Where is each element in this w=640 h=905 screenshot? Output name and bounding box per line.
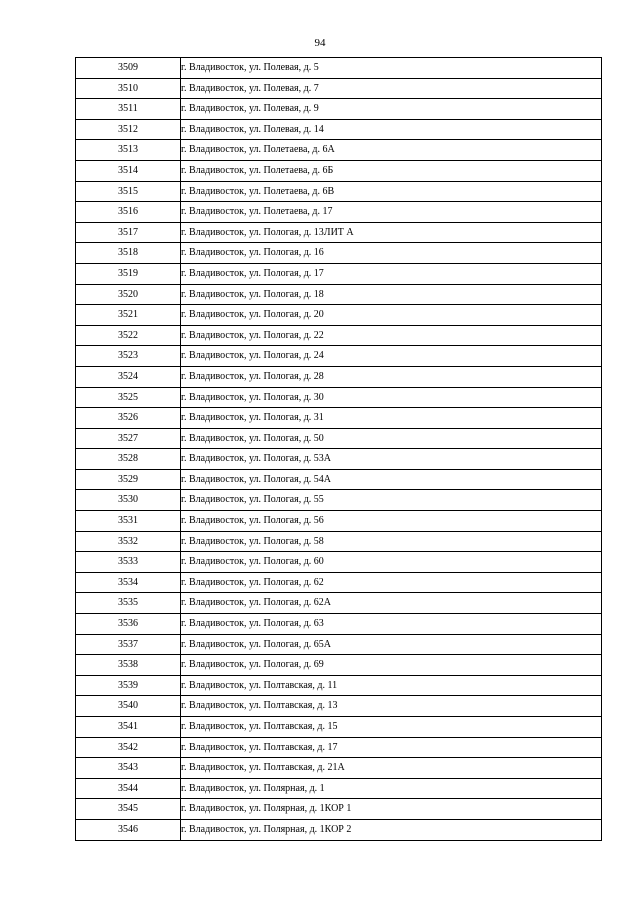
address-cell: г. Владивосток, ул. Полевая, д. 7	[181, 78, 602, 99]
row-number-cell: 3521	[76, 305, 181, 326]
table-row	[76, 387, 602, 408]
address-cell: г. Владивосток, ул. Полетаева, д. 6Б	[181, 160, 602, 181]
table-row	[76, 284, 602, 305]
address-cell: г. Владивосток, ул. Пологая, д. 50	[181, 428, 602, 449]
row-number-cell: 3546	[76, 819, 181, 840]
address-cell: г. Владивосток, ул. Полтавская, д. 21А	[181, 758, 602, 779]
row-number-cell: 3529	[76, 469, 181, 490]
table-row	[76, 675, 602, 696]
address-cell: г. Владивосток, ул. Пологая, д. 18	[181, 284, 602, 305]
address-cell: г. Владивосток, ул. Полевая, д. 5	[181, 58, 602, 79]
row-number-cell: 3519	[76, 263, 181, 284]
row-number-cell: 3545	[76, 799, 181, 820]
address-cell: г. Владивосток, ул. Пологая, д. 55	[181, 490, 602, 511]
row-number-cell: 3522	[76, 325, 181, 346]
row-number-cell: 3543	[76, 758, 181, 779]
table-row	[76, 634, 602, 655]
row-number-cell: 3527	[76, 428, 181, 449]
address-cell: г. Владивосток, ул. Пологая, д. 58	[181, 531, 602, 552]
table-row	[76, 119, 602, 140]
address-cell: г. Владивосток, ул. Полтавская, д. 15	[181, 717, 602, 738]
address-cell: г. Владивосток, ул. Полтавская, д. 11	[181, 675, 602, 696]
row-number-cell: 3530	[76, 490, 181, 511]
table-row	[76, 181, 602, 202]
table-row	[76, 408, 602, 429]
address-cell: г. Владивосток, ул. Полтавская, д. 13	[181, 696, 602, 717]
table-row	[76, 593, 602, 614]
row-number-cell: 3526	[76, 408, 181, 429]
row-number-cell: 3514	[76, 160, 181, 181]
table-row	[76, 305, 602, 326]
row-number-cell: 3517	[76, 222, 181, 243]
table-row	[76, 449, 602, 470]
table-row	[76, 263, 602, 284]
table-row	[76, 778, 602, 799]
address-cell: г. Владивосток, ул. Полетаева, д. 6В	[181, 181, 602, 202]
table-row	[76, 717, 602, 738]
page-number: 94	[314, 37, 326, 49]
table-row	[76, 78, 602, 99]
table-row	[76, 799, 602, 820]
address-cell: г. Владивосток, ул. Пологая, д. 22	[181, 325, 602, 346]
address-cell: г. Владивосток, ул. Пологая, д. 69	[181, 655, 602, 676]
table-row	[76, 614, 602, 635]
row-number-cell: 3528	[76, 449, 181, 470]
table-row	[76, 222, 602, 243]
row-number-cell: 3535	[76, 593, 181, 614]
row-number-cell: 3534	[76, 572, 181, 593]
address-cell: г. Владивосток, ул. Пологая, д. 24	[181, 346, 602, 367]
row-number-cell: 3510	[76, 78, 181, 99]
address-cell: г. Владивосток, ул. Полярная, д. 1КОР 1	[181, 799, 602, 820]
row-number-cell: 3540	[76, 696, 181, 717]
address-cell: г. Владивосток, ул. Пологая, д. 31	[181, 408, 602, 429]
address-table-body	[76, 58, 602, 841]
address-cell: г. Владивосток, ул. Полярная, д. 1	[181, 778, 602, 799]
row-number-cell: 3538	[76, 655, 181, 676]
row-number-cell: 3533	[76, 552, 181, 573]
table-row	[76, 58, 602, 79]
table-row	[76, 325, 602, 346]
address-cell: г. Владивосток, ул. Пологая, д. 62	[181, 572, 602, 593]
address-cell: г. Владивосток, ул. Полетаева, д. 6А	[181, 140, 602, 161]
row-number-cell: 3518	[76, 243, 181, 264]
row-number-cell: 3520	[76, 284, 181, 305]
address-cell: г. Владивосток, ул. Полтавская, д. 17	[181, 737, 602, 758]
row-number-cell: 3537	[76, 634, 181, 655]
address-cell: г. Владивосток, ул. Пологая, д. 13ЛИТ А	[181, 222, 602, 243]
table-row	[76, 346, 602, 367]
address-cell: г. Владивосток, ул. Пологая, д. 54А	[181, 469, 602, 490]
address-cell: г. Владивосток, ул. Пологая, д. 30	[181, 387, 602, 408]
address-cell: г. Владивосток, ул. Полевая, д. 14	[181, 119, 602, 140]
table-row	[76, 511, 602, 532]
address-cell: г. Владивосток, ул. Пологая, д. 28	[181, 366, 602, 387]
row-number-cell: 3515	[76, 181, 181, 202]
row-number-cell: 3509	[76, 58, 181, 79]
row-number-cell: 3531	[76, 511, 181, 532]
address-cell: г. Владивосток, ул. Пологая, д. 65А	[181, 634, 602, 655]
table-row	[76, 243, 602, 264]
table-row	[76, 202, 602, 223]
row-number-cell: 3512	[76, 119, 181, 140]
row-number-cell: 3539	[76, 675, 181, 696]
address-cell: г. Владивосток, ул. Пологая, д. 53А	[181, 449, 602, 470]
address-cell: г. Владивосток, ул. Пологая, д. 20	[181, 305, 602, 326]
address-cell: г. Владивосток, ул. Пологая, д. 60	[181, 552, 602, 573]
row-number-cell: 3511	[76, 99, 181, 120]
address-cell: г. Владивосток, ул. Пологая, д. 16	[181, 243, 602, 264]
address-cell: г. Владивосток, ул. Пологая, д. 56	[181, 511, 602, 532]
table-row	[76, 469, 602, 490]
table-row	[76, 490, 602, 511]
table-row	[76, 552, 602, 573]
table-row	[76, 428, 602, 449]
row-number-cell: 3524	[76, 366, 181, 387]
table-row	[76, 696, 602, 717]
row-number-cell: 3525	[76, 387, 181, 408]
table-row	[76, 819, 602, 840]
table-row	[76, 140, 602, 161]
address-cell: г. Владивосток, ул. Пологая, д. 17	[181, 263, 602, 284]
address-cell: г. Владивосток, ул. Полярная, д. 1КОР 2	[181, 819, 602, 840]
address-cell: г. Владивосток, ул. Полевая, д. 9	[181, 99, 602, 120]
row-number-cell: 3532	[76, 531, 181, 552]
row-number-cell: 3541	[76, 717, 181, 738]
row-number-cell: 3523	[76, 346, 181, 367]
table-row	[76, 531, 602, 552]
table-row	[76, 572, 602, 593]
row-number-cell: 3544	[76, 778, 181, 799]
table-row	[76, 655, 602, 676]
table-row	[76, 737, 602, 758]
row-number-cell: 3516	[76, 202, 181, 223]
row-number-cell: 3542	[76, 737, 181, 758]
address-cell: г. Владивосток, ул. Полетаева, д. 17	[181, 202, 602, 223]
table-row	[76, 160, 602, 181]
row-number-cell: 3513	[76, 140, 181, 161]
address-cell: г. Владивосток, ул. Пологая, д. 62А	[181, 593, 602, 614]
address-cell: г. Владивосток, ул. Пологая, д. 63	[181, 614, 602, 635]
address-table	[75, 57, 602, 841]
row-number-cell: 3536	[76, 614, 181, 635]
table-row	[76, 758, 602, 779]
table-row	[76, 99, 602, 120]
table-row	[76, 366, 602, 387]
